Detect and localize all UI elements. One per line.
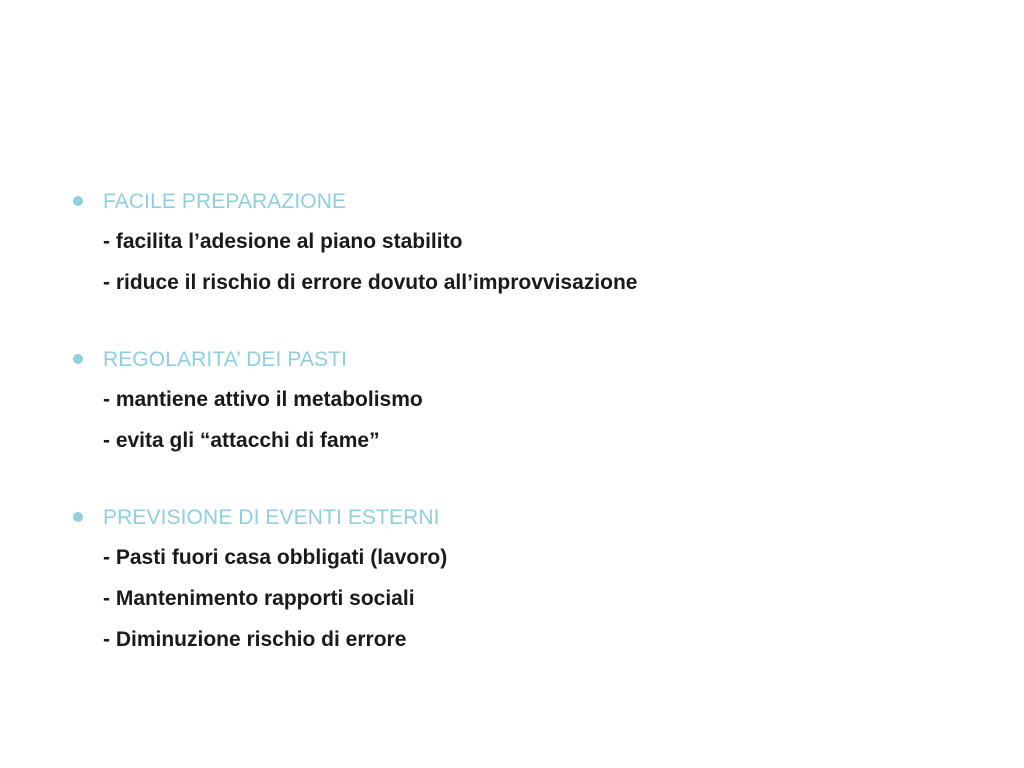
list-item: - riduce il rischio di errore dovuto all’improvvisazione [103,271,638,294]
list-item: - evita gli “attacchi di fame” [103,429,380,452]
section-heading-row [70,183,970,221]
section-heading-row [70,341,970,379]
bullet-list [70,183,970,660]
bullet-icon [73,354,83,364]
section-heading: PREVISIONE DI EVENTI ESTERNI [103,506,440,529]
section-heading-row [70,499,970,537]
list-item: - facilita l’adesione al piano stabilito [103,230,463,253]
list-item: - Diminuzione rischio di errore [103,628,407,651]
section-regolarita-dei-pasti [70,341,970,461]
list-item: - Mantenimento rapporti sociali [103,587,415,610]
section-heading: REGOLARITA’ DEI PASTI [103,348,348,371]
section-facile-preparazione [70,183,970,303]
list-item: - Pasti fuori casa obbligati (lavoro) [103,546,448,569]
bullet-icon [73,512,83,522]
section-previsione-di-eventi-esterni [70,499,970,660]
list-item: - mantiene attivo il metabolismo [103,388,423,411]
bullet-icon [73,196,83,206]
section-heading: FACILE PREPARAZIONE [103,190,347,213]
